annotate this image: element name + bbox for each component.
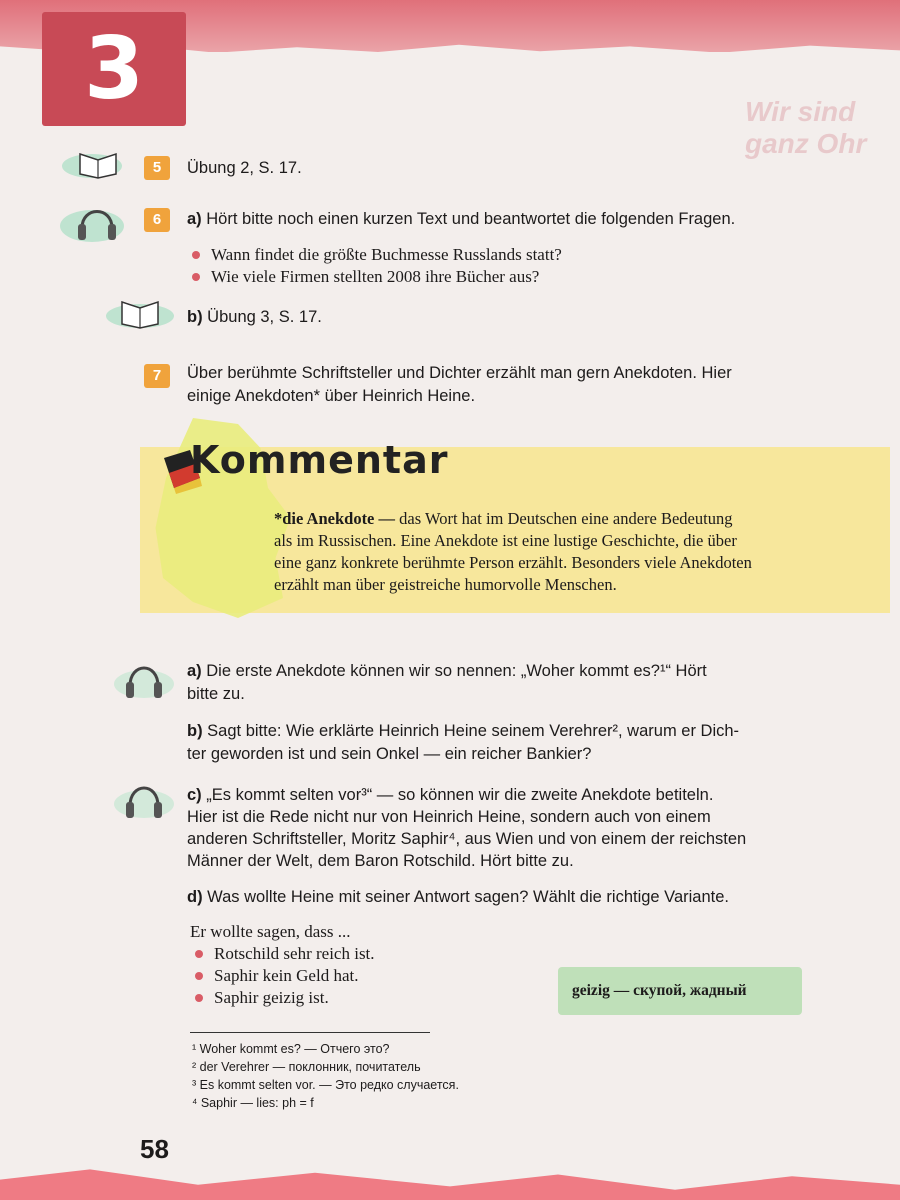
kommentar-line-2: als im Russischen. Eine Anekdote ist eine lustige Geschichte, die über <box>274 531 737 550</box>
ghost-chapter-title: Wir sind ganz Ohr <box>745 96 867 159</box>
book-icon <box>62 142 132 187</box>
task-a-text: Die erste Anekdote können wir so nennen: „Woher kommt es?¹“ Hört <box>206 662 707 680</box>
exercise-6b <box>187 306 322 328</box>
task-d-line <box>187 886 729 908</box>
exercise-6b-label: b) <box>187 308 203 326</box>
exercise-5-badge: 5 <box>144 156 170 180</box>
task-c-line-4: Männer der Welt, dem Baron Rotschild. Hört bitte zu. <box>187 852 574 870</box>
footnote-divider <box>190 1032 430 1033</box>
task-c-label: c) <box>187 786 202 804</box>
exercise-7-line-1: Über berühmte Schriftsteller und Dichter erzählt man gern Anekdoten. Hier <box>187 364 732 382</box>
task-a-line-1 <box>187 660 707 682</box>
kommentar-line-1 <box>274 508 732 530</box>
variant-2: Saphir kein Geld hat. <box>214 966 359 985</box>
exercise-6a <box>187 208 735 230</box>
task-b-line-1 <box>187 720 739 742</box>
task-d-label: d) <box>187 888 203 906</box>
page-number: 58 <box>140 1134 169 1164</box>
question-2: Wie viele Firmen stellten 2008 ihre Bücher aus? <box>211 267 540 286</box>
headphones-icon <box>112 652 176 709</box>
footnote-1: ¹ Woher kommt es? — Отчего это? <box>192 1042 390 1056</box>
exercise-6-badge: 6 <box>144 208 170 232</box>
exercise-6a-text: Hört bitte noch einen kurzen Text und beantwortet die folgenden Fragen. <box>206 210 736 228</box>
exercise-6a-label: a) <box>187 210 202 228</box>
exercise-6b-text: Übung 3, S. 17. <box>207 308 322 326</box>
kommentar-line-3: eine ganz konkrete berühmte Person erzählt. Besonders viele Anekdoten <box>274 553 752 572</box>
vocabulary-note: geizig — скупой, жадный <box>572 982 747 999</box>
exercise-5-text: Übung 2, S. 17. <box>187 159 302 177</box>
task-b-line-2: ter geworden ist und sein Onkel — ein reicher Bankier? <box>187 745 592 763</box>
task-d-text: Was wollte Heine mit seiner Antwort sagen? Wählt die richtige Variante. <box>207 888 729 906</box>
task-d-intro: Er wollte sagen, dass ... <box>190 922 351 941</box>
task-c-text: „Es kommt selten vor³“ — so können wir die zweite Anekdote betiteln. <box>206 786 714 804</box>
chapter-number: 3 <box>42 12 186 126</box>
task-b-text: Sagt bitte: Wie erklärte Heinrich Heine seinem Verehrer², warum er Dich- <box>207 722 740 740</box>
headphones-icon <box>112 772 176 829</box>
headphones-icon <box>60 196 130 253</box>
task-a-line-2: bitte zu. <box>187 685 245 703</box>
task-c-line-2: Hier ist die Rede nicht nur von Heinrich Heine, sondern auch von einem <box>187 808 711 826</box>
footnote-2: ² der Verehrer — поклонник, почитатель <box>192 1060 421 1074</box>
question-1: Wann findet die größte Buchmesse Russlands statt? <box>211 245 562 264</box>
exercise-7-line-2: einige Anekdoten* über Heinrich Heine. <box>187 387 476 405</box>
task-c-line-3: anderen Schriftsteller, Moritz Saphir⁴, aus Wien und von einem der reichsten <box>187 830 747 848</box>
footnote-3: ³ Es kommt selten vor. — Это редко случается. <box>192 1078 459 1092</box>
bottom-decoration <box>0 1166 900 1200</box>
footnote-4: ⁴ Saphir — lies: ph = f <box>192 1096 314 1110</box>
variant-3: Saphir geizig ist. <box>214 988 329 1007</box>
book-icon <box>100 290 180 337</box>
variant-1: Rotschild sehr reich ist. <box>214 944 375 963</box>
kommentar-term: *die Anekdote — <box>274 509 396 528</box>
task-c-line-1 <box>187 784 713 806</box>
kommentar-line-4: erzählt man über geistreiche humorvolle Menschen. <box>274 575 617 594</box>
footnotes <box>192 1040 459 1112</box>
task-b-label: b) <box>187 722 203 740</box>
kommentar-heading: Kommentar <box>190 438 449 482</box>
exercise-7-badge: 7 <box>144 364 170 388</box>
kommentar-definition-start: das Wort hat im Deutschen eine andere Bedeutung <box>399 509 733 528</box>
task-a-label: a) <box>187 662 202 680</box>
